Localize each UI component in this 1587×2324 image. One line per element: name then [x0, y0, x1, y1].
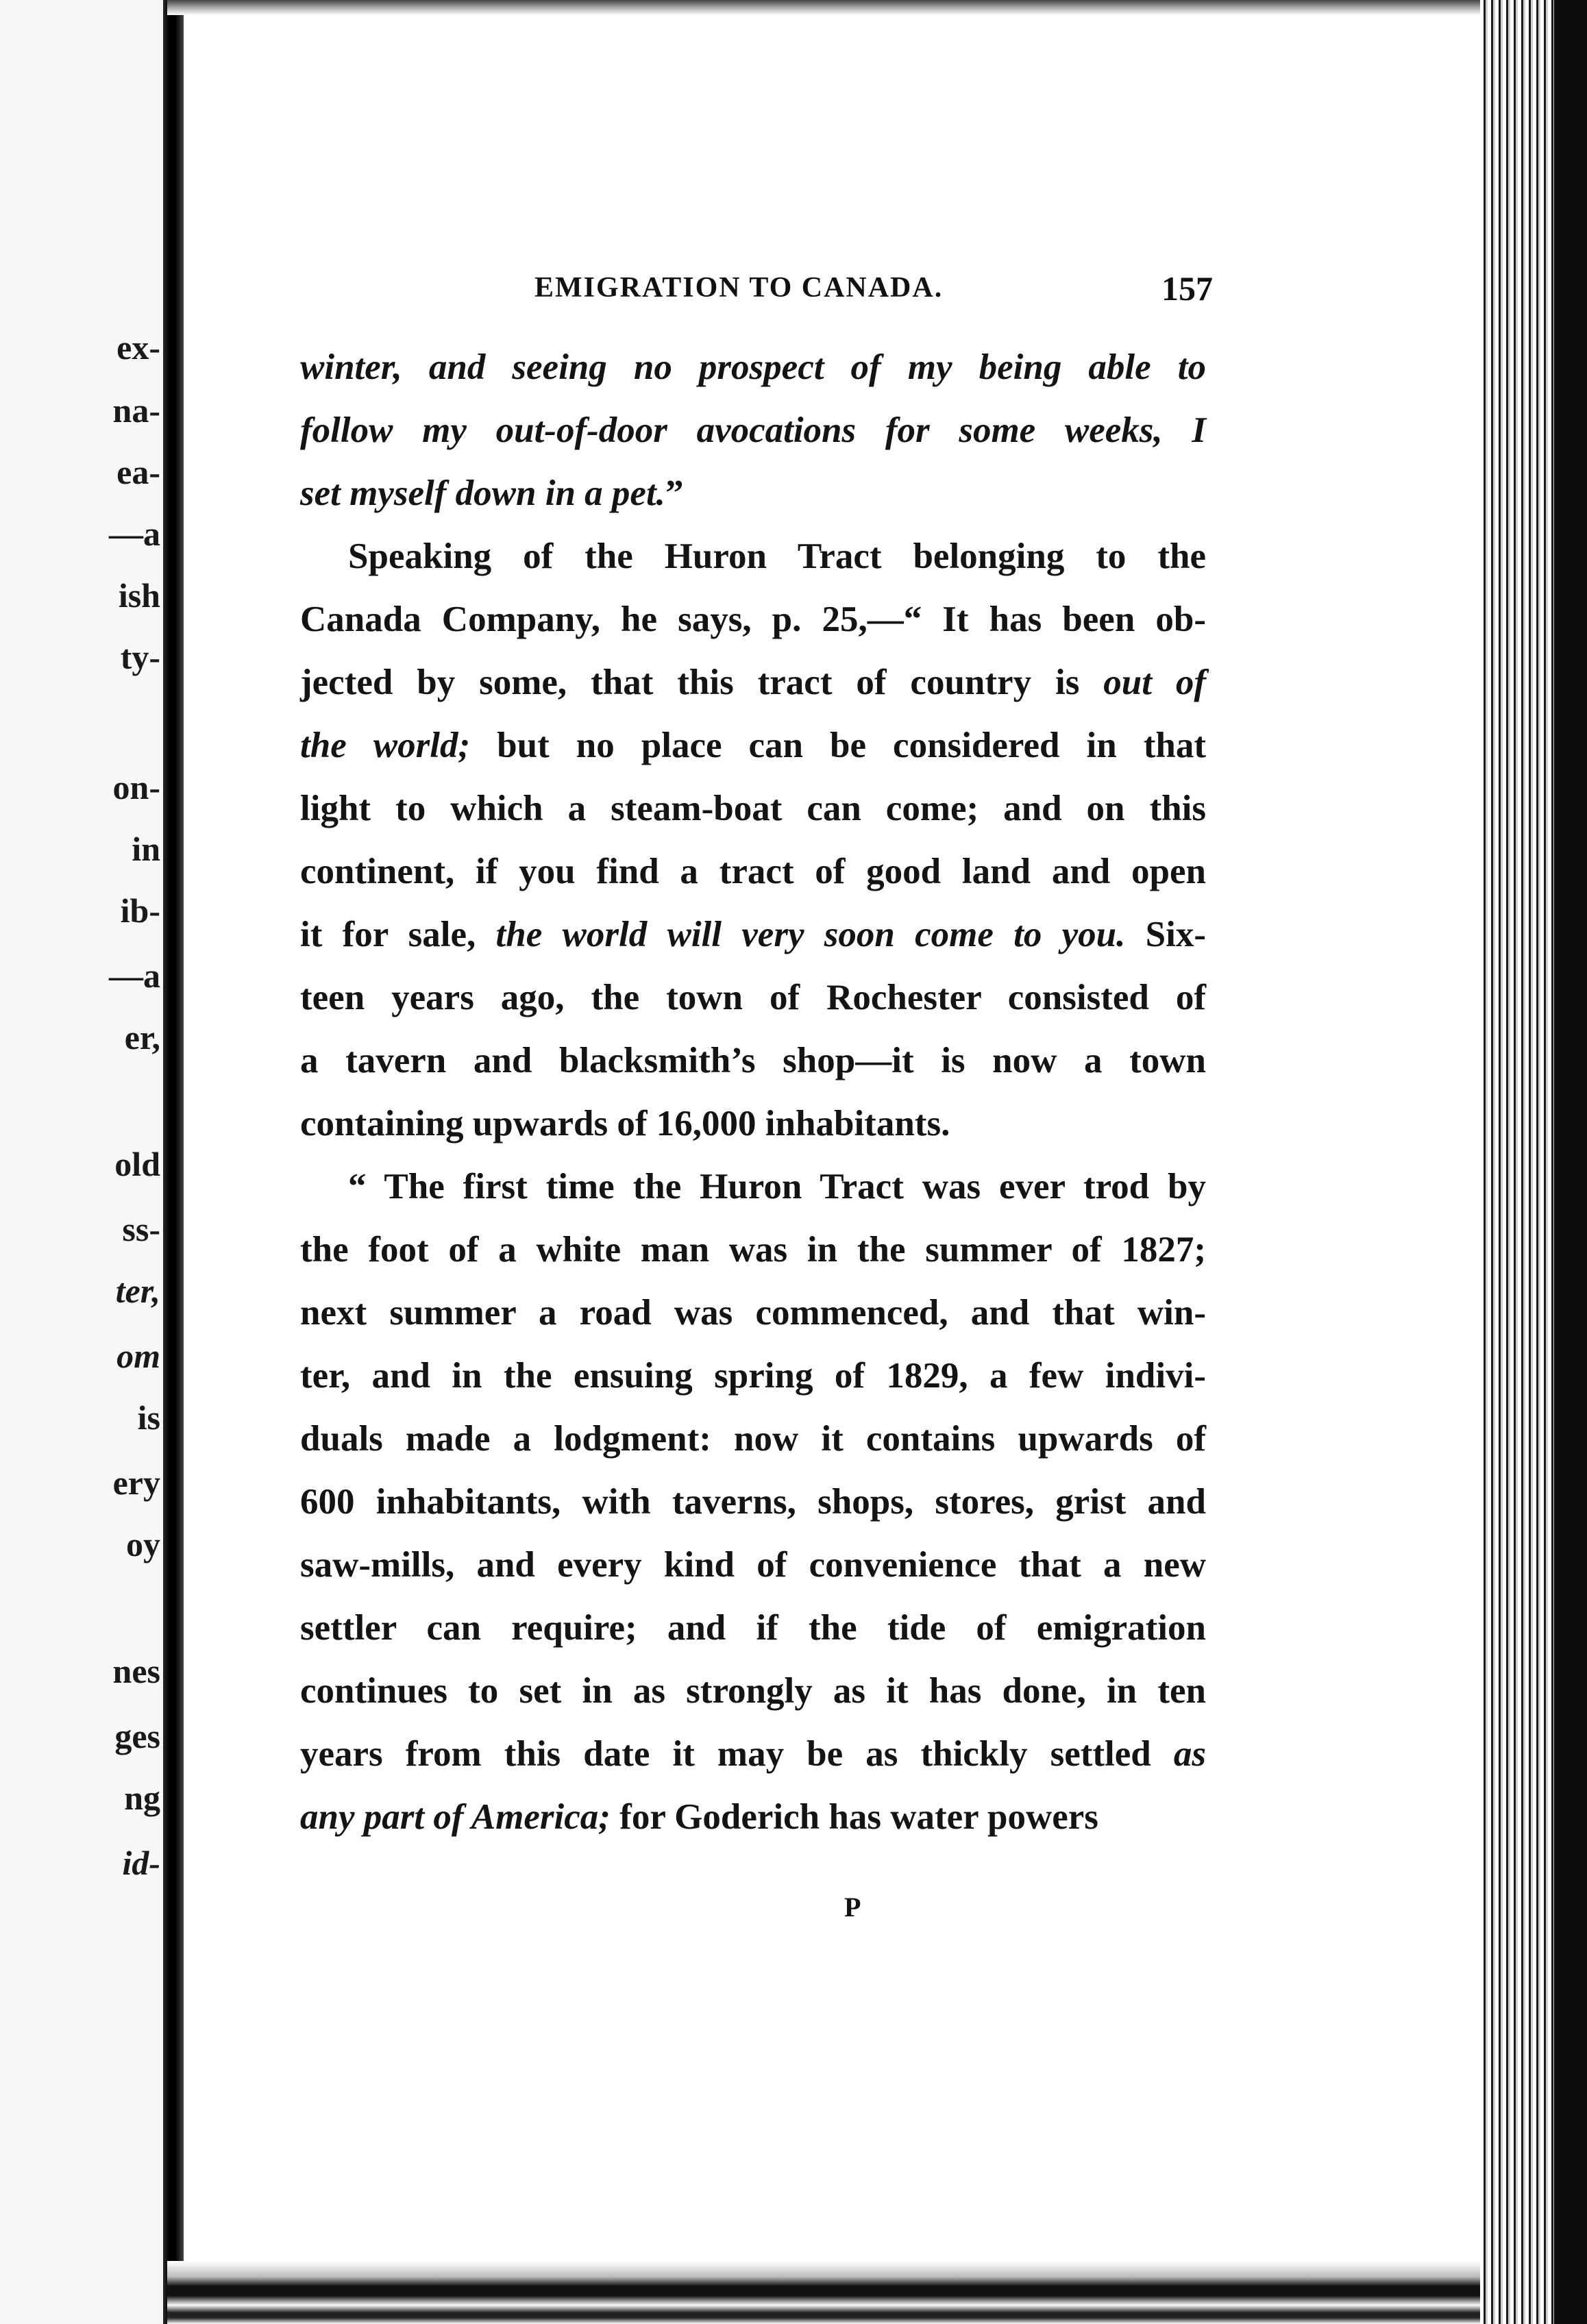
italic-run: winter, and seeing no prospect of my being able to — [300, 347, 1206, 387]
previous-page-fragment: na- — [112, 391, 160, 430]
text-run: it for sale, — [300, 915, 496, 954]
text-run: next summer a road was commenced, and that win- — [300, 1293, 1206, 1333]
body-text — [300, 336, 1206, 1849]
text-run: duals made a lodgment: now it contains upwards of — [300, 1419, 1206, 1459]
previous-page-edge — [0, 0, 167, 2324]
page-edge-stack — [1480, 0, 1587, 2324]
text-line — [300, 903, 1206, 966]
previous-page-fragment: ery — [112, 1463, 160, 1502]
text-run: light to which a steam-boat can come; and on this — [300, 789, 1206, 828]
previous-page-fragment: ter, — [115, 1272, 160, 1310]
text-line — [300, 336, 1206, 399]
text-run: saw-mills, and every kind of convenience that a new — [300, 1545, 1206, 1585]
text-line — [300, 1218, 1206, 1281]
text-run: ter, and in the ensuing spring of 1829, a few indivi- — [300, 1356, 1206, 1396]
text-line — [300, 1344, 1206, 1407]
previous-page-fragment: —a — [109, 956, 160, 995]
binding-gutter — [163, 0, 184, 2324]
text-line — [300, 651, 1206, 714]
text-run: Six- — [1125, 915, 1206, 954]
bottom-page-edge — [167, 2261, 1480, 2324]
previous-page-fragment: oy — [126, 1525, 160, 1563]
text-run: teen years ago, the town of Rochester consisted of — [300, 978, 1206, 1017]
text-run: continent, if you find a tract of good land and open — [300, 852, 1206, 891]
running-header — [534, 269, 1213, 317]
text-run: Canada Company, he says, p. 25,—“ It has been ob- — [300, 599, 1206, 639]
text-line — [300, 714, 1206, 777]
text-run: continues to set in as strongly as it has done, in ten — [300, 1671, 1206, 1711]
previous-page-fragment: in — [132, 830, 160, 868]
italic-run: the world; — [300, 726, 471, 765]
text-line — [300, 966, 1206, 1029]
text-run: years from this date it may be as thickly settled — [300, 1734, 1174, 1774]
previous-page-fragment: ng — [124, 1779, 160, 1817]
previous-page-fragment: ish — [118, 576, 160, 615]
text-run: 600 inhabitants, with taverns, shops, stores, grist and — [300, 1482, 1206, 1522]
italic-run: the world will very soon come to you. — [495, 915, 1126, 954]
text-run: Speaking of the Huron Tract belonging to the — [348, 536, 1206, 576]
previous-page-fragment: old — [114, 1145, 160, 1183]
text-line — [300, 588, 1206, 651]
text-line — [300, 1722, 1206, 1785]
text-line — [300, 462, 1206, 525]
text-run: jected by some, that this tract of country is — [300, 663, 1104, 702]
running-title: EMIGRATION TO CANADA. — [534, 272, 944, 304]
text-line — [300, 1785, 1206, 1849]
text-line — [300, 840, 1206, 903]
text-run: for Goderich has water powers — [610, 1797, 1098, 1837]
italic-run: as — [1173, 1734, 1206, 1774]
text-run: ” — [665, 473, 684, 513]
previous-page-fragment: nes — [112, 1652, 160, 1690]
text-line — [300, 1407, 1206, 1470]
previous-page-fragment: —a — [109, 515, 160, 553]
text-line — [300, 777, 1206, 840]
text-line — [300, 1596, 1206, 1659]
text-line — [300, 1092, 1206, 1155]
italic-run: out of — [1103, 663, 1206, 702]
text-run: containing upwards of 16,000 inhabitants. — [300, 1104, 950, 1144]
previous-page-fragment: on- — [112, 768, 160, 806]
paragraph — [300, 525, 1206, 1155]
previous-page-fragment: om — [116, 1337, 160, 1375]
text-line — [300, 1533, 1206, 1596]
previous-page-fragment: id- — [122, 1844, 160, 1882]
text-run: but no place can be considered in that — [470, 726, 1206, 765]
text-line — [300, 1029, 1206, 1092]
previous-page-fragment: er, — [124, 1018, 160, 1056]
text-line — [300, 1659, 1206, 1722]
previous-page-fragment: ex- — [116, 328, 160, 367]
previous-page-fragment: ea- — [116, 453, 160, 491]
text-run: the foot of a white man was in the summer of 1827; — [300, 1230, 1206, 1270]
previous-page-fragment: ss- — [122, 1210, 160, 1248]
previous-page-fragment: ges — [114, 1717, 160, 1755]
previous-page-fragment: ib- — [120, 891, 160, 930]
text-run: “ The first time the Huron Tract was ever trod by — [348, 1167, 1206, 1207]
text-line — [300, 399, 1206, 462]
previous-page-fragment: ty- — [120, 638, 160, 676]
italic-run: follow my out-of-door avocations for some weeks, I — [300, 410, 1206, 450]
text-line — [300, 1470, 1206, 1533]
paragraph — [300, 336, 1206, 525]
text-run: settler can require; and if the tide of emigration — [300, 1608, 1206, 1648]
text-line — [300, 525, 1206, 588]
italic-run: set myself down in a pet. — [300, 473, 665, 513]
signature-mark: P — [844, 1892, 861, 1923]
text-line — [300, 1281, 1206, 1344]
page-number: 157 — [1161, 269, 1213, 308]
top-page-edge — [167, 0, 1480, 15]
text-run: a tavern and blacksmith’s shop—it is now a town — [300, 1041, 1206, 1080]
text-line — [300, 1155, 1206, 1218]
paragraph — [300, 1155, 1206, 1849]
italic-run: any part of America; — [300, 1797, 611, 1837]
previous-page-fragment: is — [137, 1398, 160, 1437]
